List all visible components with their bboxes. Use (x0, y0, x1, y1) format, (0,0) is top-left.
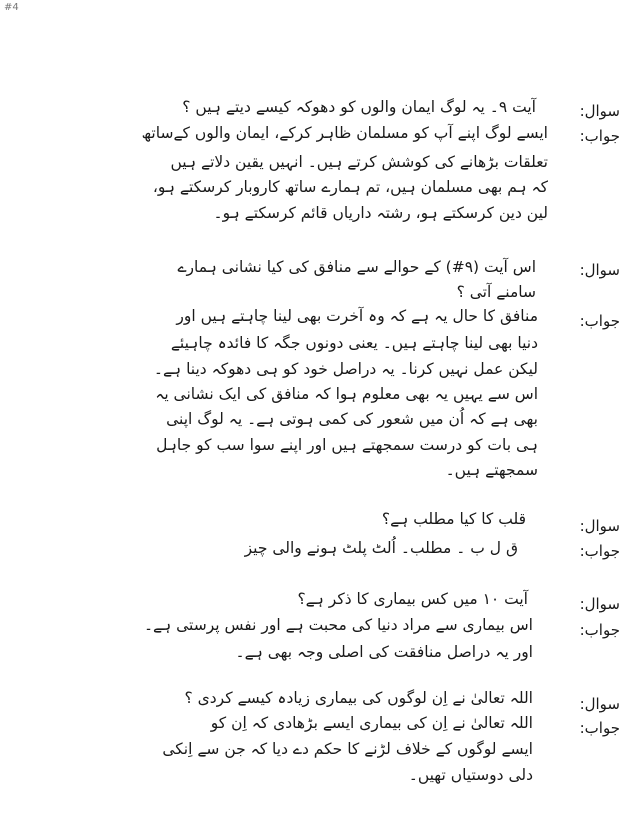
answer-line: دلی دوستیاں تھیں۔ (408, 766, 533, 784)
question-label: سوال: (579, 595, 620, 613)
question-line: آیت ۹۔ یہ لوگ ایمان والوں کو دھوکہ کیسے دیتے ہیں ؟ (182, 98, 536, 116)
answer-line: سمجھتے ہیں۔ (445, 461, 538, 479)
answer-line: لین دین کرسکتے ہو، رشتہ داریاں قائم کرسکتے ہو۔ (213, 204, 548, 222)
page-number: #4 (4, 2, 19, 13)
answer-line: اللہ تعالیٰ نے اِن کی بیماری ایسے بڑھادی کہ اِن کو (210, 714, 533, 732)
question-label: سوال: (579, 102, 620, 120)
answer-line: کہ ہم بھی مسلمان ہیں، تم ہمارے ساتھ کاروبار کرسکتے ہو، (152, 178, 548, 196)
answer-label: جواب: (579, 127, 620, 145)
answer-label: جواب: (579, 542, 620, 560)
question-line: آیت ۱۰ میں کس بیماری کا ذکر ہے؟ (297, 590, 528, 608)
question-line: قلب کا کیا مطلب ہے؟ (381, 510, 526, 528)
question-label: سوال: (579, 695, 620, 713)
answer-line: اس بیماری سے مراد دنیا کی محبت ہے اور نفس پرستی ہے۔ (143, 616, 533, 634)
question-line: اس آیت (۹#) کے حوالے سے منافق کی کیا نشانی ہمارے (177, 258, 536, 276)
answer-line: ق ل ب ۔ مطلب۔ اُلٹ پلٹ ہونے والی چیز (244, 539, 518, 557)
answer-line: اور یہ دراصل منافقت کی اصلی وجہ بھی ہے۔ (235, 643, 533, 661)
answer-line: دنیا بھی لینا چاہتے ہیں۔ یعنی دونوں جگہ کا فائدہ چاہیئے (170, 334, 538, 352)
question-line: سامنے آتی ؟ (456, 283, 536, 301)
answer-line: ایسے لوگ اپنے آپ کو مسلمان ظاہر کرکے، ایمان والوں کےساتھ (141, 124, 548, 142)
answer-line: لیکن عمل نہیں کرنا۔ یہ دراصل خود کو ہی دھوکہ دینا ہے۔ (153, 360, 538, 378)
answer-line: ہی بات کو درست سمجھتے ہیں اور اپنے سوا سب کو جاہل (156, 436, 538, 454)
answer-label: جواب: (579, 719, 620, 737)
answer-label: جواب: (579, 621, 620, 639)
answer-line: تعلقات بڑھانے کی کوشش کرتے ہیں۔ انہیں یقین دلاتے ہیں (170, 153, 548, 171)
answer-line: ایسے لوگوں کے خلاف لڑنے کا حکم دے دیا کہ جن سے اِنکی (162, 740, 533, 758)
question-label: سوال: (579, 517, 620, 535)
question-label: سوال: (579, 261, 620, 279)
answer-line: منافق کا حال یہ ہے کہ وہ آخرت بھی لینا چاہتے ہیں اور (176, 307, 538, 325)
answer-label: جواب: (579, 312, 620, 330)
answer-line: اس سے یہیں یہ بھی معلوم ہوا کہ منافق کی ایک نشانی یہ (155, 385, 538, 403)
question-line: اللہ تعالیٰ نے اِن لوگوں کی بیماری زیادہ کیسے کردی ؟ (184, 689, 533, 707)
answer-line: بھی ہے کہ اُن میں شعور کی کمی ہوتی ہے۔ یہ لوگ اپنی (166, 410, 538, 428)
